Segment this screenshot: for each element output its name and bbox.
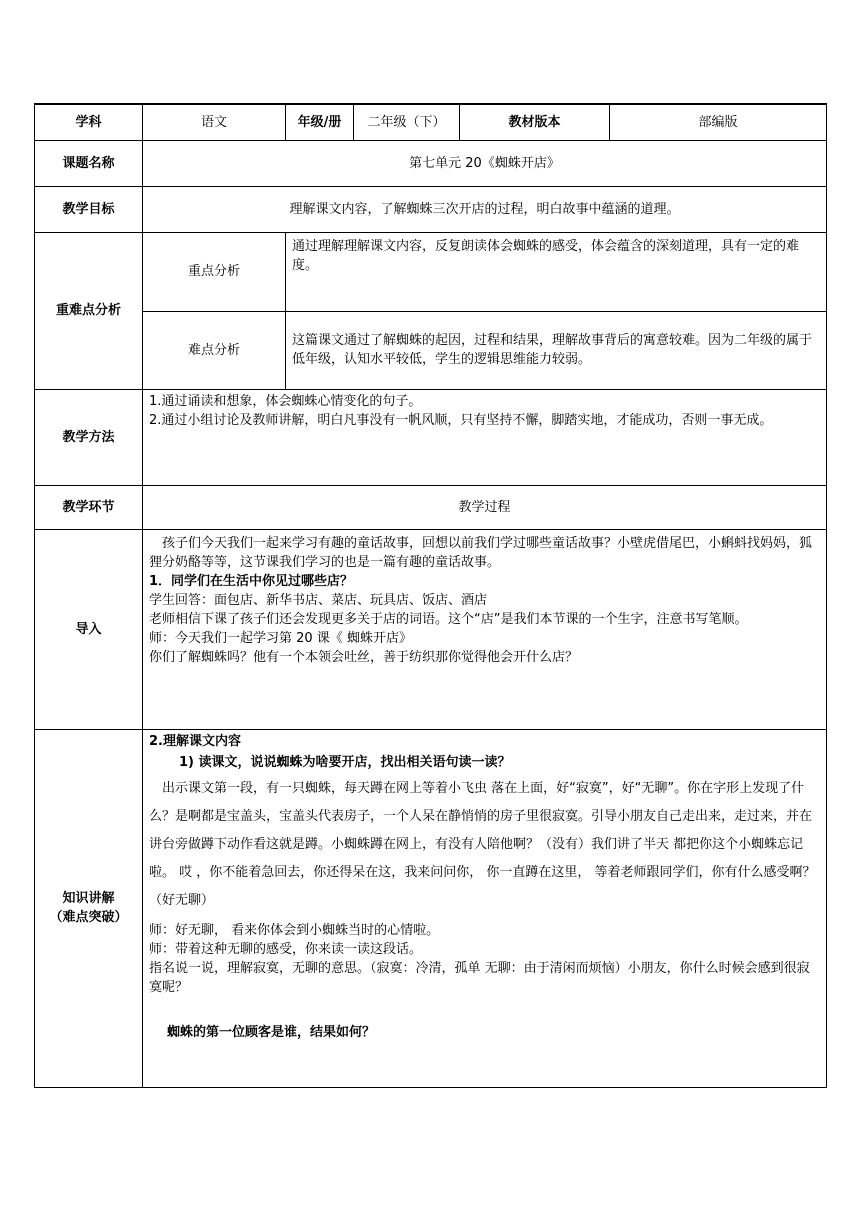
edition-label: 教材版本 <box>460 104 610 140</box>
method-label: 教学方法 <box>35 389 143 485</box>
intro-content <box>143 529 827 729</box>
edition-value: 部编版 <box>610 104 827 140</box>
meaning-explanation: 指名说一说，理解寂寞，无聊的意思。（寂寞：冷清，孤单 无聊：由于清闲而烦恼）小朋友，你什么时候会感到很寂寞呢？ <box>149 960 810 995</box>
hard-point-text: 这篇课文通过了解蜘蛛的起因，过程和结果，理解故事背后的寓意较难。因为二年级的属于低年级，认知水平较低，学生的逻辑思维能力较弱。 <box>286 311 827 389</box>
knowledge-content <box>143 729 827 1087</box>
key-point-label: 重点分析 <box>143 232 286 311</box>
knowledge-label-line1: 知识讲解 <box>62 891 115 906</box>
next-question: 蜘蛛的第一位顾客是谁，结果如何？ <box>167 1024 376 1040</box>
method-item-2: 2.通过小组讨论及教师讲解，明白凡事没有一帆风顺，只有坚持不懈，脚踏实地，才能成功，否则一事无成。 <box>149 412 773 428</box>
header-row <box>35 104 827 140</box>
key-point-row <box>35 232 827 311</box>
reading-task: 1) 读课文，说说蜘蛛为啥要开店，找出相关语句读一读？ <box>179 754 511 770</box>
process-label: 教学环节 <box>35 485 143 529</box>
student-answer: 学生回答：面包店、新华书店、菜店、玩具店、饭店、酒店 <box>149 592 488 608</box>
intro-prompt: 你们了解蜘蛛吗？他有一个本领会吐丝，善于纺织那你觉得他会开什么店？ <box>149 649 579 665</box>
spacer <box>149 997 820 1017</box>
knowledge-label-line2: （难点突破） <box>49 910 128 925</box>
teacher-note: 老师相信下课了孩子们还会发现更多关于店的词语。这个“店”是我们本节课的一个生字，注意书写笔顺。 <box>149 611 748 627</box>
lecture-paragraph: 出示课文第一段，有一只蜘蛛，每天蹲在网上等着小飞虫 落在上面，好“寂寞”，好“无聊”。你在字形上发现了什么？是啊都是宝盖头，宝盖头代表房子，一个人呆在静悄悄的房子里很寂寞。引导小朋友自己走出来，走过来，并在讲台旁做蹲下动作看这就是蹲。小蜘蛛蹲在网上，有没有人陪他啊？（没有）我们讲了半天 都把你这个小蜘蛛忘记啦。 哎 ，你不能着急回去，你还得呆在这，我来问问你， 你一直蹲在这里， 等着老师跟同学们，你有什么感受啊？（好无聊） <box>149 780 816 908</box>
knowledge-row <box>35 729 827 1087</box>
method-item-1: 1.通过诵读和想象，体会蜘蛛心情变化的句子。 <box>149 393 422 409</box>
lesson-plan-sheet <box>34 103 826 1088</box>
difficulty-label: 重难点分析 <box>35 232 143 389</box>
teacher-line-2: 师：带着这种无聊的感受，你来读一读这段话。 <box>149 941 423 957</box>
process-value: 教学过程 <box>143 485 827 529</box>
teacher-line-1: 师：好无聊， 看来你体会到小蜘蛛当时的心情啦。 <box>149 922 440 938</box>
topic-value: 第七单元 20《蜘蛛开店》 <box>143 140 827 186</box>
grade-label: 年级/册 <box>286 104 354 140</box>
key-point-text: 通过理解理解课文内容，反复朗读体会蜘蛛的感受，体会蕴含的深刻道理，具有一定的难度。 <box>286 232 827 311</box>
topic-label: 课题名称 <box>35 140 143 186</box>
subject-label: 学科 <box>35 104 143 140</box>
section-heading: 2.理解课文内容 <box>149 733 241 749</box>
knowledge-label <box>35 729 143 1087</box>
topic-row <box>35 140 827 186</box>
grade-value: 二年级（下） <box>354 104 460 140</box>
intro-question: 1．同学们在生活中你见过哪些店？ <box>149 573 354 589</box>
goal-label: 教学目标 <box>35 186 143 232</box>
goal-row <box>35 186 827 232</box>
intro-row <box>35 529 827 729</box>
process-row <box>35 485 827 529</box>
lesson-plan-table <box>34 103 827 1088</box>
hard-point-row <box>35 311 827 389</box>
intro-label: 导入 <box>35 529 143 729</box>
method-content <box>143 389 827 485</box>
goal-value: 理解课文内容，了解蜘蛛三次开店的过程，明白故事中蕴涵的道理。 <box>143 186 827 232</box>
hard-point-label: 难点分析 <box>143 311 286 389</box>
method-row <box>35 389 827 485</box>
lesson-announcement: 师：今天我们一起学习第 20 课《 蜘蛛开店》 <box>149 630 412 646</box>
subject-value: 语文 <box>143 104 286 140</box>
intro-paragraph: 孩子们今天我们一起来学习有趣的童话故事，回想以前我们学过哪些童话故事？小壁虎借尾巴，小蝌蚪找妈妈，狐狸分奶酪等等，这节课我们学习的也是一篇有趣的童话故事。 <box>149 535 813 570</box>
